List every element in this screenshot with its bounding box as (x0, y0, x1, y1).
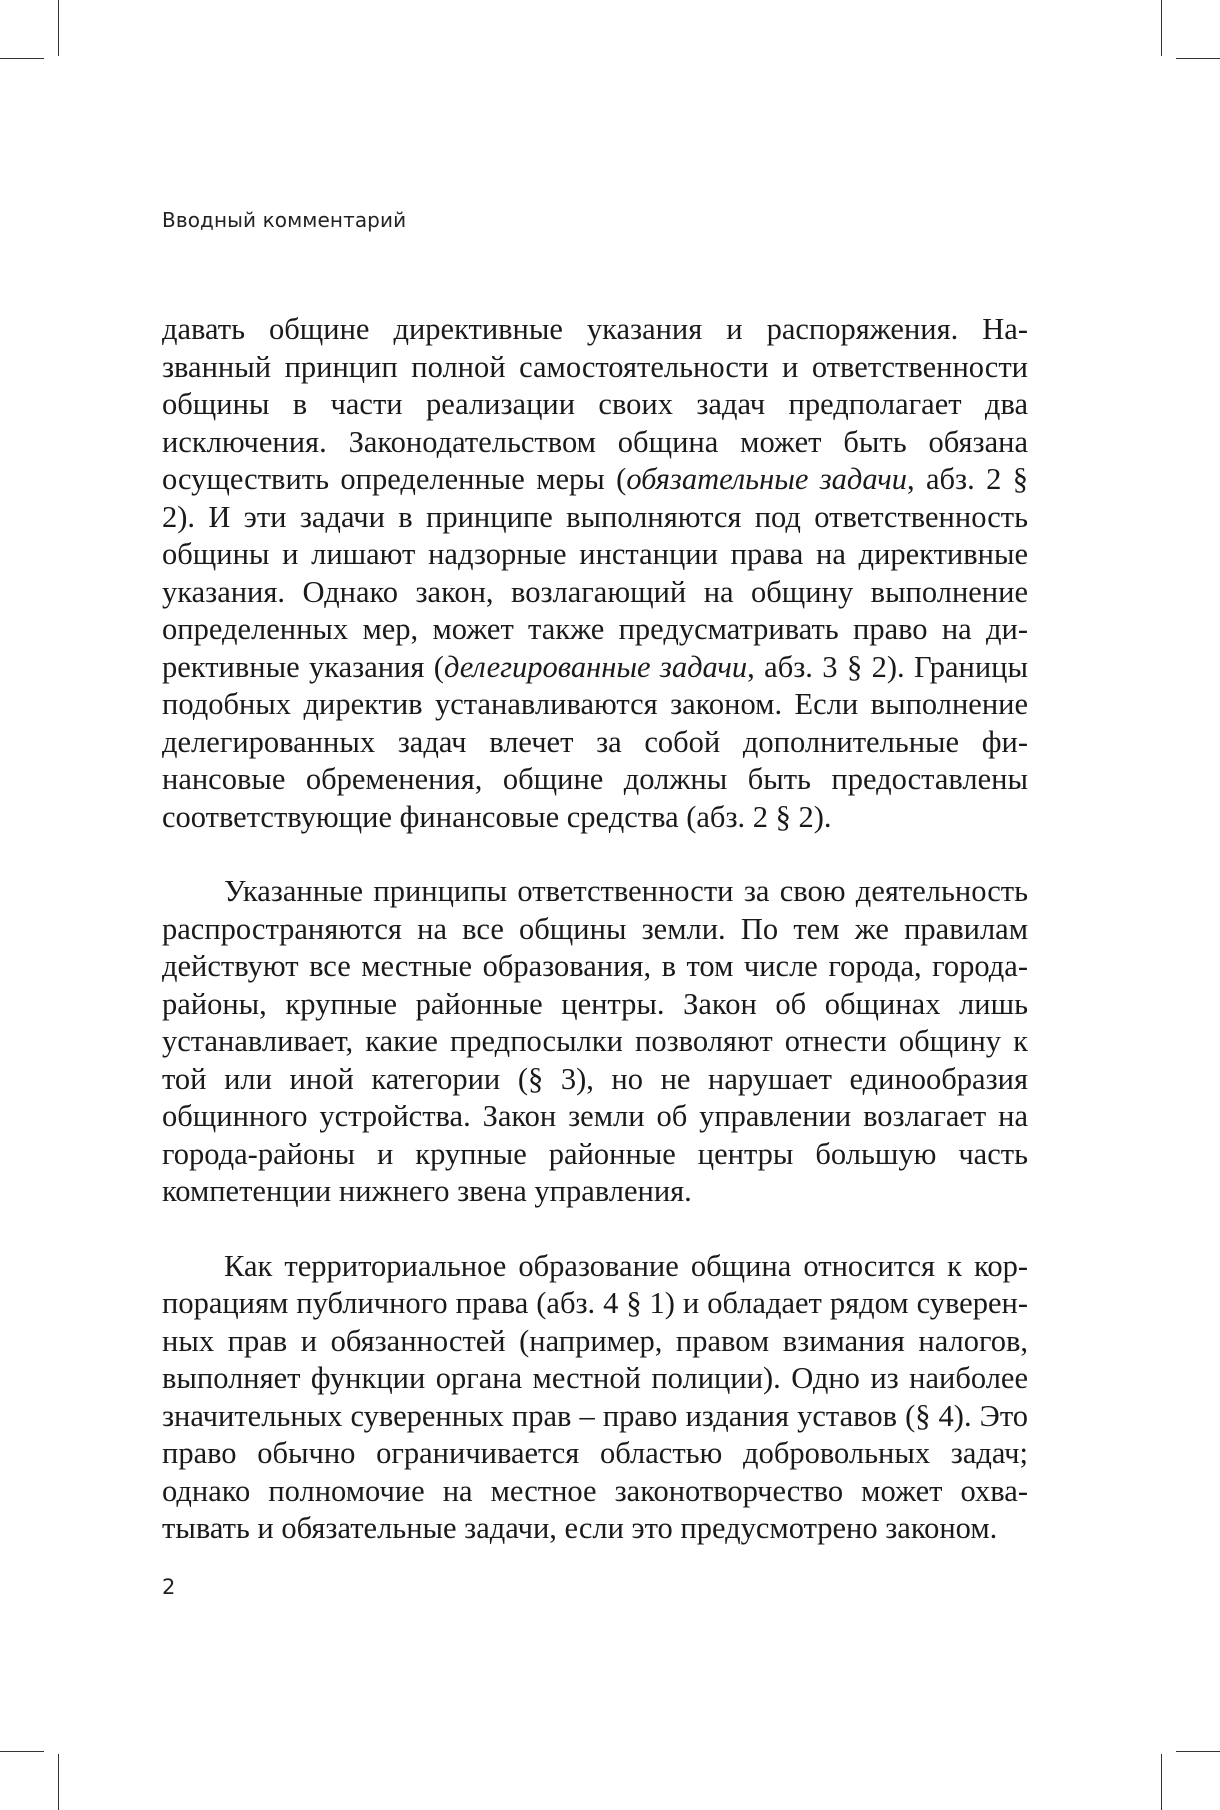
page-number: 2 (162, 1575, 176, 1599)
body-text (162, 311, 1028, 1548)
crop-mark-top-left-h (0, 58, 44, 59)
crop-mark-bottom-right-h (1176, 1751, 1220, 1752)
text-run: , абз. 3 § 2). Границы подобных директив устанавливаются законом. Если выполнение делегированных задач влечет за собой дополнительные финансовые обременения, общине должны быть предоставлены соответствующие финансовые средства (абз. 2 § 2). (162, 649, 1028, 834)
italic-term: обязательные задачи (626, 462, 907, 496)
text-run: Указанные принципы ответственности за свою деятельность распространяются на все общины земли. По тем же правилам действуют все местные образования, в том числе города, города-районы, крупные районные центры. Закон об общинах лишь устанавливает, какие предпосылки позволяют отнести общину к той или иной категории (§ 3), но не нарушает единообразия общинного устройства. Закон земли об управлении возлагает на города-районы и крупные районные центры большую часть компетенции нижнего звена управления. (162, 874, 1028, 1208)
body-paragraph (162, 1248, 1028, 1548)
text-run: Как территориальное образование община относится к корпорациям публичного права (абз. 4 § 1) и обладает рядом суверенных прав и обязанностей (например, правом взимания налогов, выполняет функции органа местной полиции). Одно из наиболее значительных суверенных прав – право издания уставов (§ 4). Это право обычно ограничивается областью добровольных задач; однако полномочие на местное законотворчество может охватывать и обязательные задачи, если это предусмотрено законом. (162, 1248, 1028, 1545)
crop-mark-top-left (58, 0, 59, 56)
crop-mark-top-right (1161, 0, 1162, 56)
crop-mark-bottom-right (1161, 1754, 1162, 1810)
crop-mark-top-right-h (1176, 58, 1220, 59)
crop-mark-bottom-left (58, 1754, 59, 1810)
body-paragraph (162, 873, 1028, 1211)
body-paragraph (162, 311, 1028, 836)
italic-term: делегированные задачи (443, 649, 748, 684)
crop-mark-bottom-left-h (0, 1751, 44, 1752)
text-run: давать общине директивные указания и распоряжения. Названный принцип полной самостоятельности и ответственности общины в части реализации своих задач предполагает два исключения. Законодательством община может быть обязана осуществить определенные меры ( (162, 312, 1028, 496)
text-run: , абз. 2 § 2). И эти задачи в принципе выполняются под ответственность общины и лишают надзорные инстанции права на директивные указания. Однако закон, возлагающий на общину выполнение определенных мер, может также предусматривать право на директивные указания ( (162, 462, 1028, 684)
running-head: Вводный комментарий (162, 208, 407, 232)
